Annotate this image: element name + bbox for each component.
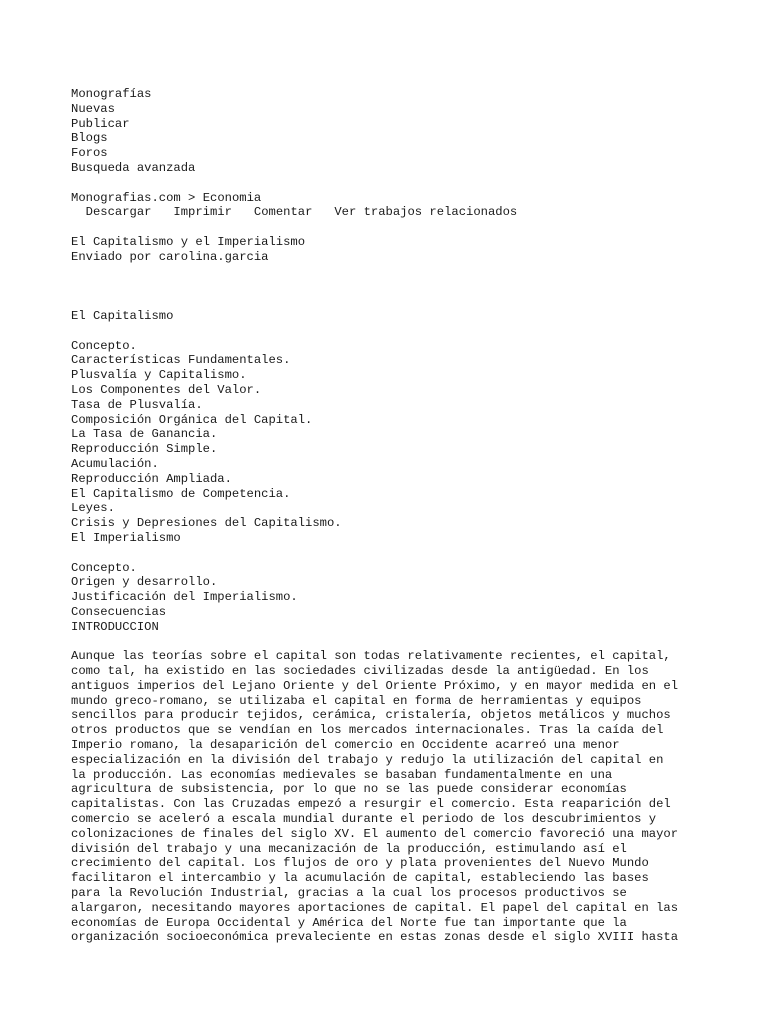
nav-link-busqueda-avanzada[interactable]: Busqueda avanzada [71, 160, 196, 175]
paragraph-line: alargaron, necesitando mayores aportaciones de capital. El papel del capital en las [71, 900, 679, 915]
related-works-link[interactable]: Ver trabajos relacionados [334, 205, 518, 220]
nav-link-monografias[interactable]: Monografías [71, 87, 152, 101]
download-link[interactable]: Descargar [85, 205, 152, 220]
toc-heading-capitalismo: El Capitalismo [71, 308, 174, 323]
print-link[interactable]: Imprimir [173, 205, 232, 220]
toc-item[interactable]: Acumulación. [71, 456, 159, 471]
paragraph-line: otros productos que se vendían en los mercados internacionales. Tras la caída del [71, 723, 664, 738]
article-actions [71, 205, 711, 220]
spacer [71, 324, 711, 339]
paragraph-line: comercio se aceleró a escala mundial durante el periodo de los descubrimientos y [71, 812, 657, 827]
spacer [71, 265, 711, 280]
spacer [71, 279, 711, 294]
breadcrumb-section-link[interactable]: Economia [202, 190, 262, 205]
paragraph-line: capitalistas. Con las Cruzadas empezó a resurgir el comercio. Esta reaparición del [71, 797, 671, 812]
toc-item[interactable]: El Capitalismo de Competencia. [71, 486, 291, 501]
introduction-paragraph [71, 649, 711, 945]
toc-item[interactable]: Plusvalía y Capitalismo. [71, 368, 247, 383]
author-line: Enviado por carolina.garcia [71, 249, 269, 264]
nav-link-nuevas[interactable]: Nuevas [71, 101, 115, 116]
toc-item[interactable]: Origen y desarrollo. [71, 575, 218, 590]
paragraph-line: Imperio romano, la desaparición del comercio en Occidente acarreó una menor [71, 738, 620, 753]
spacer [71, 634, 711, 649]
spacer [71, 294, 711, 309]
toc-item[interactable]: Crisis y Depresiones del Capitalismo. [71, 516, 342, 531]
paragraph-line: la producción. Las economías medievales se basaban fundamentalmente en una [71, 767, 613, 782]
toc-item[interactable]: Tasa de Plusvalía. [71, 397, 203, 412]
breadcrumb-site-link[interactable]: Monografias.com [71, 190, 181, 205]
toc-item[interactable]: El Imperialismo [71, 530, 181, 545]
site-nav [71, 87, 711, 176]
toc-list-imperialismo [71, 561, 711, 635]
paragraph-line: especialización en la división del trabajo y redujo la utilización del capital en [71, 752, 664, 767]
paragraph-line: facilitaron el intercambio y la acumulación de capital, estableciendo las bases [71, 871, 649, 886]
paragraph-line: colonizaciones de finales del siglo XV. El aumento del comercio favoreció una mayor [71, 826, 679, 841]
spacer [71, 220, 711, 235]
nav-link-blogs[interactable]: Blogs [71, 131, 108, 146]
breadcrumb [71, 191, 711, 206]
article-title: El Capitalismo y el Imperialismo [71, 234, 306, 249]
toc-item[interactable]: Características Fundamentales. [71, 353, 291, 368]
toc-item[interactable]: Los Componentes del Valor. [71, 382, 262, 397]
paragraph-line: crecimiento del capital. Los flujos de oro y plata provenientes del Nuevo Mundo [71, 856, 649, 871]
paragraph-line: Aunque las teorías sobre el capital son todas relativamente recientes, el capital, [71, 649, 671, 664]
document-page [71, 87, 711, 945]
toc-item[interactable]: Composición Orgánica del Capital. [71, 412, 313, 427]
paragraph-line: sencillos para producir tejidos, cerámica, cristalería, objetos metálicos y muchos [71, 708, 671, 723]
comment-link[interactable]: Comentar [253, 205, 313, 220]
paragraph-line: organización socioeconómica prevaleciente en estas zonas desde el siglo XVIII hasta [71, 930, 679, 945]
paragraph-line: para la Revolución Industrial, gracias a la cual los procesos productivos se [71, 886, 627, 901]
toc-list-capitalismo [71, 339, 711, 546]
paragraph-line: mundo greco-romano, se utilizaba el capital en forma de herramientas y equipos [71, 693, 642, 708]
paragraph-line: economías de Europa Occidental y América del Norte fue tan importante que la [71, 915, 627, 930]
paragraph-line: como tal, ha existido en las sociedades civilizadas desde la antigüedad. En los [71, 664, 649, 679]
toc-item[interactable]: Concepto. [71, 560, 137, 575]
toc-item[interactable]: Leyes. [71, 501, 115, 516]
nav-link-publicar[interactable]: Publicar [71, 116, 130, 131]
toc-item[interactable]: Reproducción Ampliada. [71, 471, 232, 486]
toc-item[interactable]: Consecuencias [71, 604, 167, 619]
toc-item[interactable]: INTRODUCCION [71, 619, 159, 634]
nav-link-foros[interactable]: Foros [71, 146, 108, 161]
toc-item[interactable]: Reproducción Simple. [71, 442, 218, 457]
breadcrumb-separator: > [188, 190, 196, 205]
toc-item[interactable]: La Tasa de Ganancia. [71, 427, 218, 442]
toc-item[interactable]: Justificación del Imperialismo. [71, 590, 298, 605]
paragraph-line: agricultura de subsistencia, por lo que no se las puede considerar economías [71, 782, 627, 797]
spacer [71, 546, 711, 561]
paragraph-line: antiguos imperios del Lejano Oriente y del Oriente Próximo, y en mayor medida en el [71, 678, 679, 693]
toc-item[interactable]: Concepto. [71, 338, 137, 353]
spacer [71, 176, 711, 191]
paragraph-line: división del trabajo y una mecanización de la producción, estimulando así el [71, 841, 627, 856]
